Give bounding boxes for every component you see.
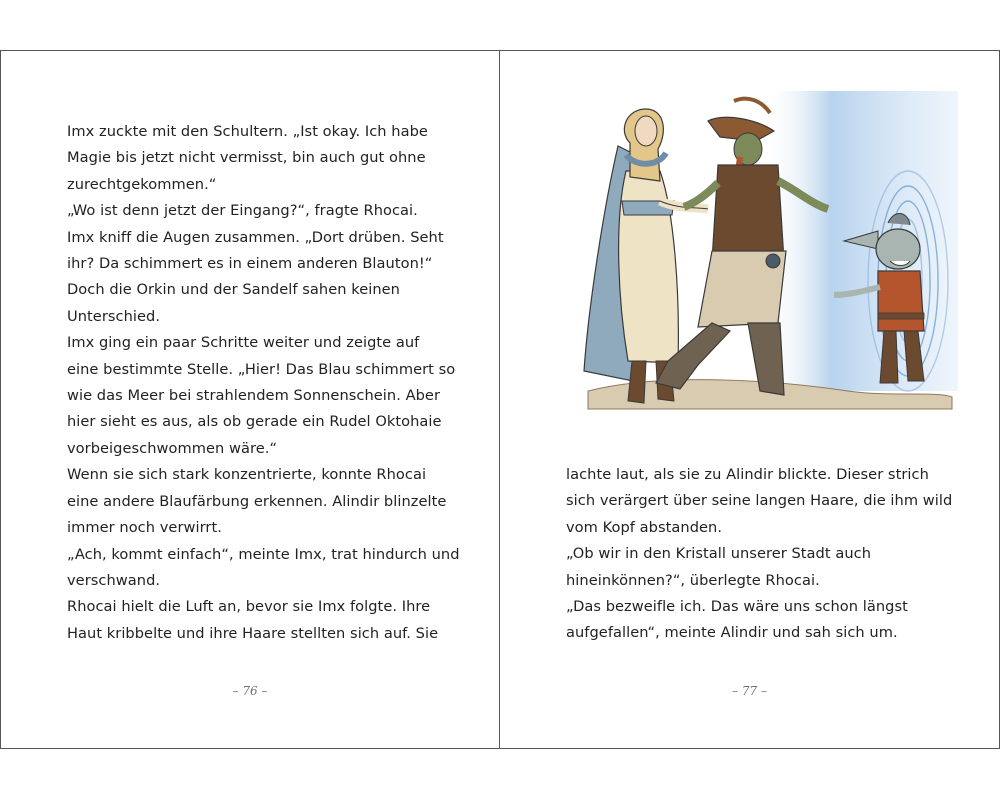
text-line: zurechtgekommen.“ <box>67 175 217 193</box>
text-line: lachte laut, als sie zu Alindir blickte. Dieser strich <box>566 466 929 483</box>
text-line: Imx ging ein paar Schritte weiter und zeigte auf <box>67 334 420 352</box>
text-line: eine andere Blaufärbung erkennen. Alindir blinzelte <box>67 492 447 510</box>
page-number-left: – 76 – <box>232 684 268 698</box>
text-line: Haut kribbelte und ihre Haare stellten sich auf. Sie <box>67 624 439 642</box>
story-illustration <box>548 91 958 421</box>
text-line: „Ob wir in den Kristall unserer Stadt auch <box>566 545 871 563</box>
left-page <box>1 51 500 748</box>
text-line: hineinkönnen?“, überlegte Rhocai. <box>566 571 820 589</box>
page-number-right: – 77 – <box>732 684 767 698</box>
book-spread <box>0 50 1000 749</box>
text-line: „Wo ist denn jetzt der Eingang?“, fragte Rhocai. <box>67 202 418 220</box>
text-line: wie das Meer bei strahlendem Sonnenschein. Aber <box>67 387 441 405</box>
text-line: Magie bis jetzt nicht vermisst, bin auch gut ohne <box>67 149 426 167</box>
text-line: Imx zuckte mit den Schultern. „Ist okay. Ich habe <box>67 123 428 140</box>
text-line: aufgefallen“, meinte Alindir und sah sich um. <box>566 624 898 642</box>
text-line: „Das bezweifle ich. Das wäre uns schon längst <box>566 598 908 616</box>
text-line: vom Kopf abstanden. <box>566 518 723 536</box>
right-page-text <box>566 462 956 647</box>
text-line: Rhocai hielt die Luft an, bevor sie Imx folgte. Ihre <box>67 598 431 616</box>
text-line: ihr? Da schimmert es in einem anderen Blauton!“ <box>67 255 433 273</box>
text-line: sich verärgert über seine langen Haare, die ihm wild <box>566 492 953 510</box>
text-line: Wenn sie sich stark konzentrierte, konnte Rhocai <box>67 466 427 484</box>
text-line: eine bestimmte Stelle. „Hier! Das Blau schimmert so <box>67 360 456 378</box>
text-line: immer noch verwirrt. <box>67 519 222 537</box>
text-line: verschwand. <box>67 571 161 589</box>
text-line: Unterschied. <box>67 307 161 325</box>
text-line: hier sieht es aus, als ob gerade ein Rudel Oktohaie <box>67 413 442 431</box>
text-line: Doch die Orkin und der Sandelf sahen keinen <box>67 281 400 299</box>
left-page-text <box>67 119 460 647</box>
text-line: Imx kniff die Augen zusammen. „Dort drüben. Seht <box>67 228 444 246</box>
text-line: vorbeigeschwommen wäre.“ <box>67 439 278 457</box>
right-page <box>500 51 999 748</box>
text-line: „Ach, kommt einfach“, meinte Imx, trat hindurch und <box>67 545 460 563</box>
